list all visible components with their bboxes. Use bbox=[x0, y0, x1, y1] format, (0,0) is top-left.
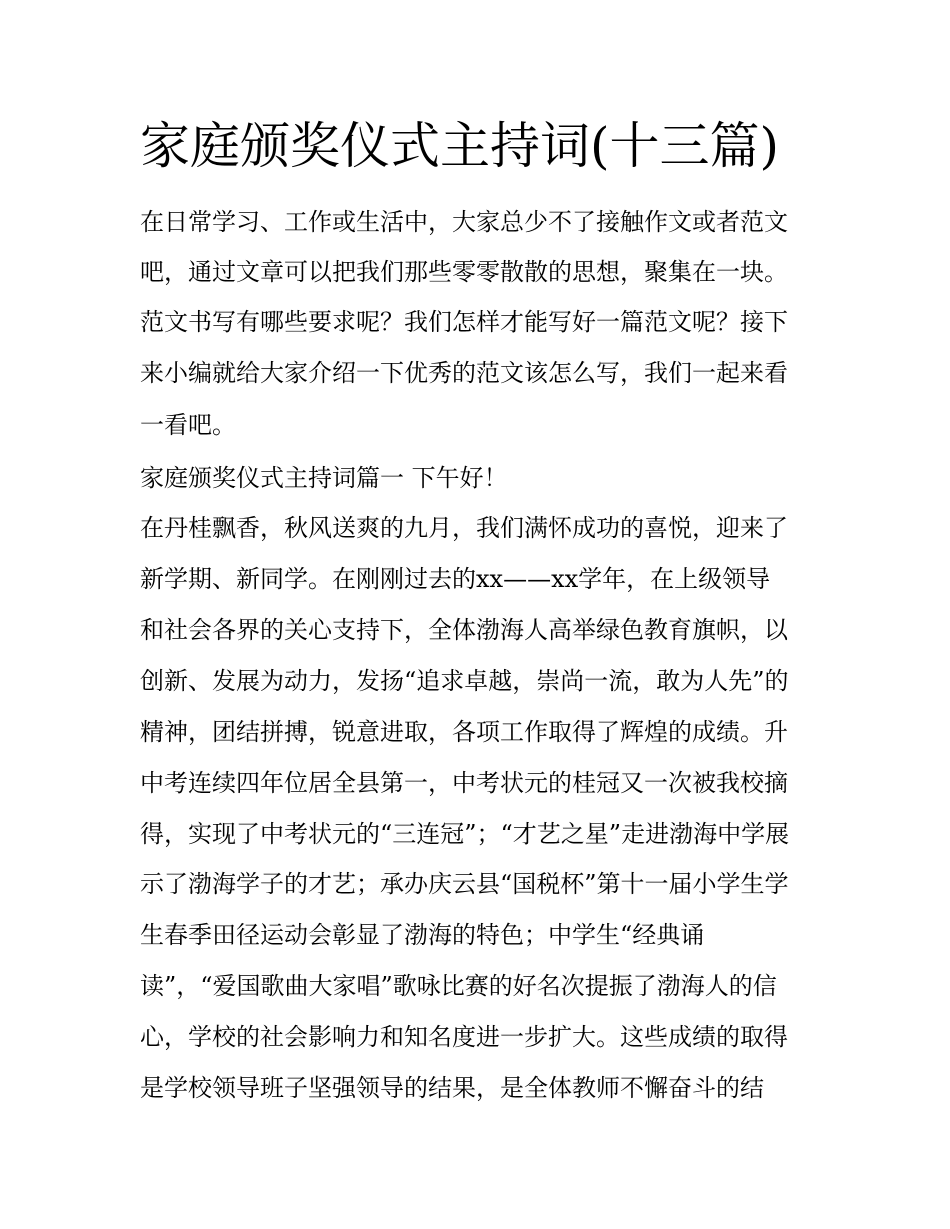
text-line: 中考连续四年位居全县第一，中考状元的桂冠又一次被我校摘 bbox=[140, 769, 788, 797]
text-line: 在丹桂飘香，秋风送爽的九月，我们满怀成功的喜悦，迎来了 bbox=[140, 514, 788, 542]
section-heading: 家庭颁奖仪式主持词篇一 下午好！ bbox=[140, 464, 508, 492]
text-line: 示了渤海学子的才艺；承办庆云县“国税杯”第十一届小学生学 bbox=[140, 870, 789, 898]
text-line: 新学期、新同学。在刚刚过去的xx——xx学年，在上级领导 bbox=[140, 565, 771, 593]
document-title: 家庭颁奖仪式主持词(十三篇) bbox=[140, 117, 780, 175]
text-line: 范文书写有哪些要求呢？我们怎样才能写好一篇范文呢？接下 bbox=[140, 308, 788, 336]
text-line: 创新、发展为动力，发扬“追求卓越，崇尚一流，敢为人先”的 bbox=[140, 667, 789, 695]
text-line: 读”，“爱国歌曲大家唱”歌咏比赛的好名次提振了渤海人的信 bbox=[140, 972, 777, 1000]
text-line: 在日常学习、工作或生活中，大家总少不了接触作文或者范文 bbox=[140, 208, 788, 236]
text-line: 生春季田径运动会彰显了渤海的特色；中学生“经典诵 bbox=[140, 921, 705, 949]
text-line: 来小编就给大家介绍一下优秀的范文该怎么写，我们一起来看 bbox=[140, 359, 788, 387]
text-line: 心，学校的社会影响力和知名度进一步扩大。这些成绩的取得 bbox=[140, 1023, 788, 1051]
text-line: 精神，团结拼搏，锐意进取，各项工作取得了辉煌的成绩。升 bbox=[140, 718, 788, 746]
text-line: 和社会各界的关心支持下，全体渤海人高举绿色教育旗帜，以 bbox=[140, 616, 788, 644]
text-line: 是学校领导班子坚强领导的结果，是全体教师不懈奋斗的结 bbox=[140, 1074, 764, 1102]
text-line: 吧，通过文章可以把我们那些零零散散的思想，聚集在一块。 bbox=[140, 258, 788, 286]
text-line: 一看吧。 bbox=[140, 411, 236, 439]
text-line: 得，实现了中考状元的“三连冠”；“才艺之星”走进渤海中学展 bbox=[140, 820, 790, 848]
